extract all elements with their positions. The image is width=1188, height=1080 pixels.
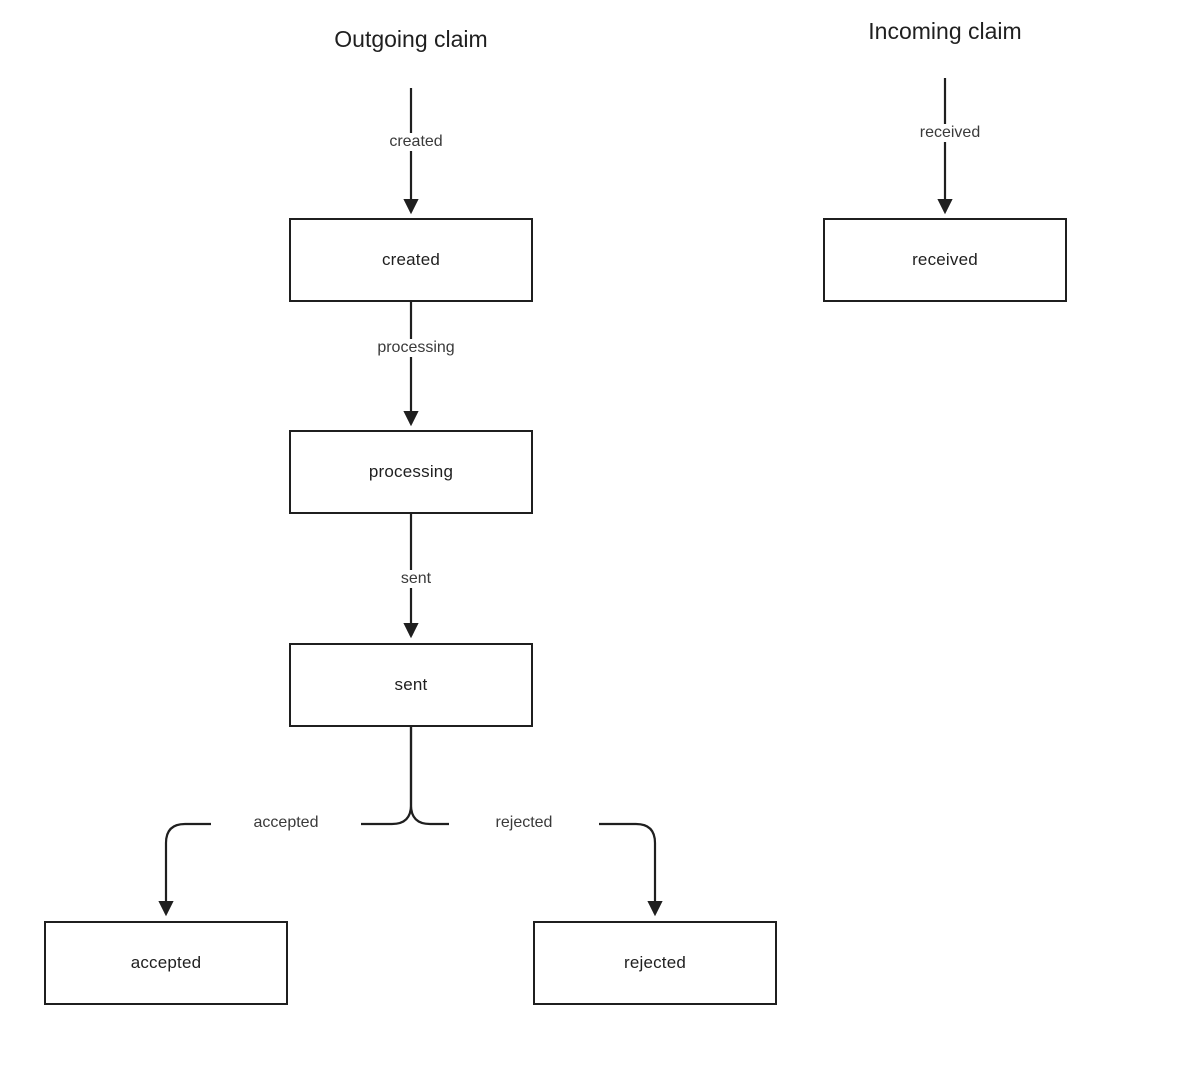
node-sent[interactable]: sent	[289, 643, 533, 727]
edge-label-accepted: accepted	[211, 814, 361, 832]
edge-label-rejected: rejected	[449, 814, 599, 832]
column-title-incoming: Incoming claim	[868, 18, 1022, 44]
node-rejected[interactable]: rejected	[533, 921, 777, 1005]
node-created[interactable]: created	[289, 218, 533, 302]
edge-label-created: created	[341, 133, 491, 151]
node-accepted[interactable]: accepted	[44, 921, 288, 1005]
column-title-outgoing: Outgoing claim	[334, 26, 488, 52]
edge-label-sent: sent	[341, 570, 491, 588]
edge-label-processing: processing	[341, 339, 491, 357]
edge-label-received: received	[875, 124, 1025, 142]
node-processing[interactable]: processing	[289, 430, 533, 514]
node-received[interactable]: received	[823, 218, 1067, 302]
